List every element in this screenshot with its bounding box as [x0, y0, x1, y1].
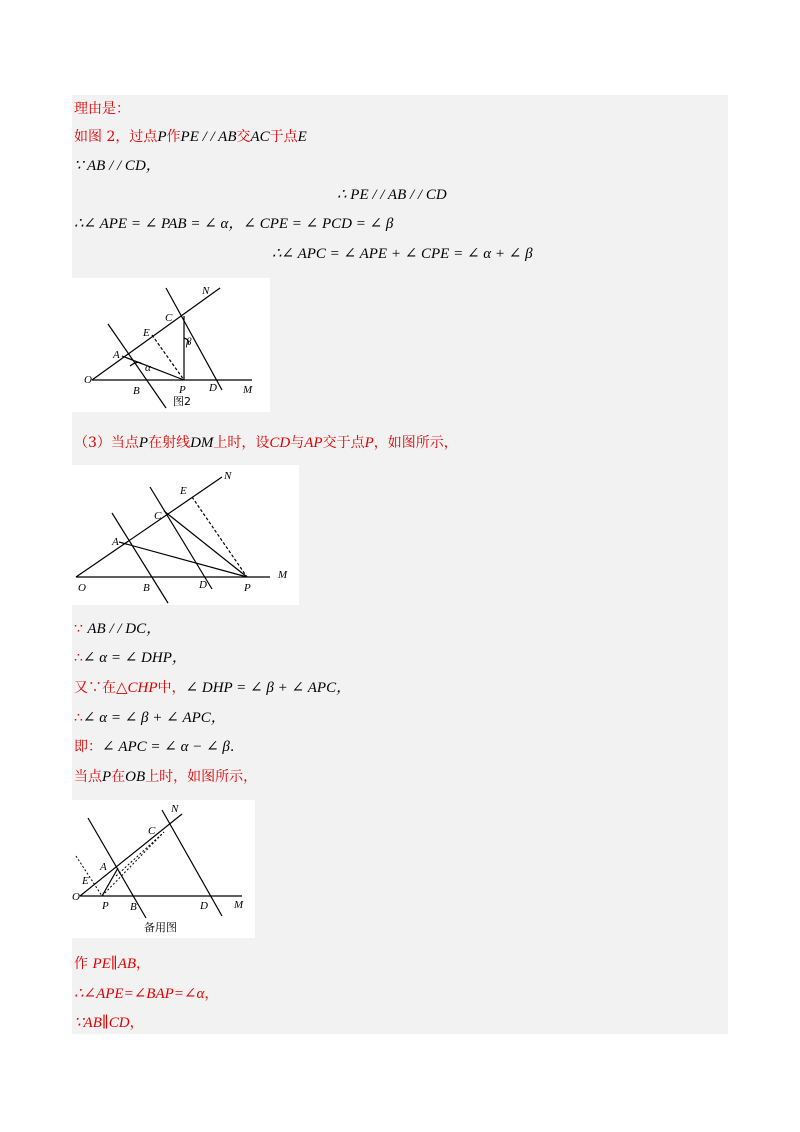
label-a: A — [113, 349, 120, 361]
math: DM — [190, 435, 214, 451]
label-a: A — [112, 536, 119, 548]
math: ∵AB∥CD — [74, 1015, 130, 1031]
label-b: B — [130, 901, 137, 913]
text: 作 — [166, 129, 181, 145]
line-angle-equalities — [74, 215, 393, 233]
line-ape-bap — [74, 985, 218, 1003]
math: AP — [304, 435, 323, 451]
label-c: C — [154, 510, 162, 522]
math: E — [297, 129, 307, 145]
label-a: A — [100, 861, 107, 873]
text: 即： — [74, 739, 102, 755]
text: 作 — [74, 956, 88, 972]
text: 中， — [157, 680, 186, 696]
line-construct-pe — [74, 128, 307, 146]
line-since-ab-cd — [74, 157, 161, 175]
label-d: D — [209, 382, 217, 394]
label-o: O — [72, 891, 80, 903]
label-p: P — [179, 384, 186, 396]
line-case-ob — [74, 768, 257, 786]
figure-caption: 图2 — [173, 395, 191, 408]
text: 交 — [236, 129, 251, 145]
label-c: C — [165, 312, 173, 324]
math: ∠ α = ∠ DHP， — [82, 650, 187, 666]
line-alpha-sum — [74, 709, 226, 727]
math: ∵ AB / / CD， — [74, 158, 161, 174]
segment-cp — [164, 511, 247, 577]
label-m: M — [243, 384, 253, 396]
line-construct-pe-2 — [74, 955, 150, 973]
dashed-pc — [102, 832, 164, 896]
text: 在 — [111, 769, 126, 785]
line-apc-difference — [74, 738, 234, 756]
ray-on — [80, 814, 182, 896]
math: ∴∠APE=∠BAP=∠α — [74, 986, 205, 1002]
text: ∴ — [74, 710, 83, 726]
label-d: D — [199, 579, 207, 591]
figure-spare — [72, 800, 255, 938]
math: ∴∠ APE = ∠ PAB = ∠ α，∠ CPE = ∠ PCD = ∠ β — [74, 216, 394, 232]
math: PE∥AB — [92, 956, 137, 972]
line-ab — [112, 513, 168, 603]
label-n: N — [224, 470, 232, 482]
math: P — [138, 435, 149, 451]
math: ∴ PE / / AB / / CD — [337, 187, 447, 203]
label-m: M — [278, 569, 288, 581]
math: OB — [125, 769, 146, 785]
math: P — [364, 435, 374, 451]
label-e: E — [82, 875, 89, 887]
label-p: P — [102, 900, 109, 912]
text: 上时，设 — [213, 435, 270, 451]
text: ， — [129, 1015, 144, 1031]
label-d: D — [200, 900, 208, 912]
math: AC — [250, 129, 270, 145]
segment-ap — [119, 542, 247, 577]
label-beta: β — [186, 336, 192, 348]
label-b: B — [133, 385, 140, 397]
math: ∴∠ APC = ∠ APE + ∠ CPE = ∠ α + ∠ β — [272, 246, 533, 262]
line-case-3 — [74, 434, 458, 452]
line-alpha-dhp — [74, 649, 187, 667]
math: ∠ α = ∠ β + ∠ APC， — [82, 710, 226, 726]
math: AB / / DC， — [87, 621, 162, 637]
text: （3）当点 — [74, 435, 139, 451]
label-e: E — [143, 327, 150, 339]
line-cd — [166, 288, 222, 390]
segment-ap — [122, 356, 184, 380]
text: ， — [204, 986, 219, 1002]
label-n: N — [171, 803, 179, 815]
math: CD — [269, 435, 291, 451]
reason-heading — [74, 100, 130, 118]
text: ∵ — [74, 621, 83, 637]
label-o: O — [78, 582, 86, 594]
line-cd — [150, 487, 212, 589]
text: 理由是： — [74, 101, 130, 117]
line-triangle-chp — [74, 679, 351, 697]
line-cd — [162, 810, 222, 916]
line-pe-parallel — [337, 186, 447, 204]
text: ， — [136, 956, 151, 972]
figure-2 — [72, 278, 270, 412]
text: 上时，如图所示， — [145, 769, 258, 785]
math: PE / / AB — [180, 129, 237, 145]
math: △CHP — [116, 680, 158, 696]
ray-on — [76, 477, 222, 577]
math: ∠ DHP = ∠ β + ∠ APC， — [185, 680, 352, 696]
ray-on — [92, 288, 220, 380]
line-apc-sum — [272, 245, 533, 263]
text: 又∵在 — [74, 680, 116, 696]
figure-case-3 — [72, 465, 299, 605]
label-e: E — [180, 485, 187, 497]
text: 当点 — [74, 769, 102, 785]
text: 与 — [290, 435, 305, 451]
figure-2-svg — [72, 278, 270, 412]
line-since-ab-dc — [74, 620, 161, 638]
dashed-ac — [116, 832, 164, 876]
line-ab — [88, 818, 146, 918]
label-b: B — [143, 582, 150, 594]
text: ∴ — [74, 650, 83, 666]
dashed-pe — [192, 497, 247, 577]
text: 交于点 — [322, 435, 365, 451]
math: P — [157, 129, 167, 145]
label-n: N — [202, 285, 210, 297]
text: . — [229, 739, 235, 755]
label-c: C — [148, 825, 156, 837]
text: ，如图所示， — [373, 435, 458, 451]
figure-caption: 备用图 — [144, 921, 177, 934]
label-alpha: α — [145, 362, 151, 374]
label-m: M — [234, 899, 244, 911]
math: ∠ APC = ∠ α − ∠ β — [102, 739, 230, 755]
label-o: O — [84, 374, 92, 386]
line-ab-parallel-cd — [74, 1014, 144, 1032]
text: 如图 2，过点 — [74, 129, 158, 145]
text: 于点 — [269, 129, 298, 145]
figure-spare-svg — [72, 800, 255, 938]
figure-case-3-svg — [72, 465, 299, 605]
math: P — [102, 769, 112, 785]
dashed-pe — [76, 856, 102, 896]
text: 在射线 — [148, 435, 191, 451]
label-p: P — [244, 582, 251, 594]
